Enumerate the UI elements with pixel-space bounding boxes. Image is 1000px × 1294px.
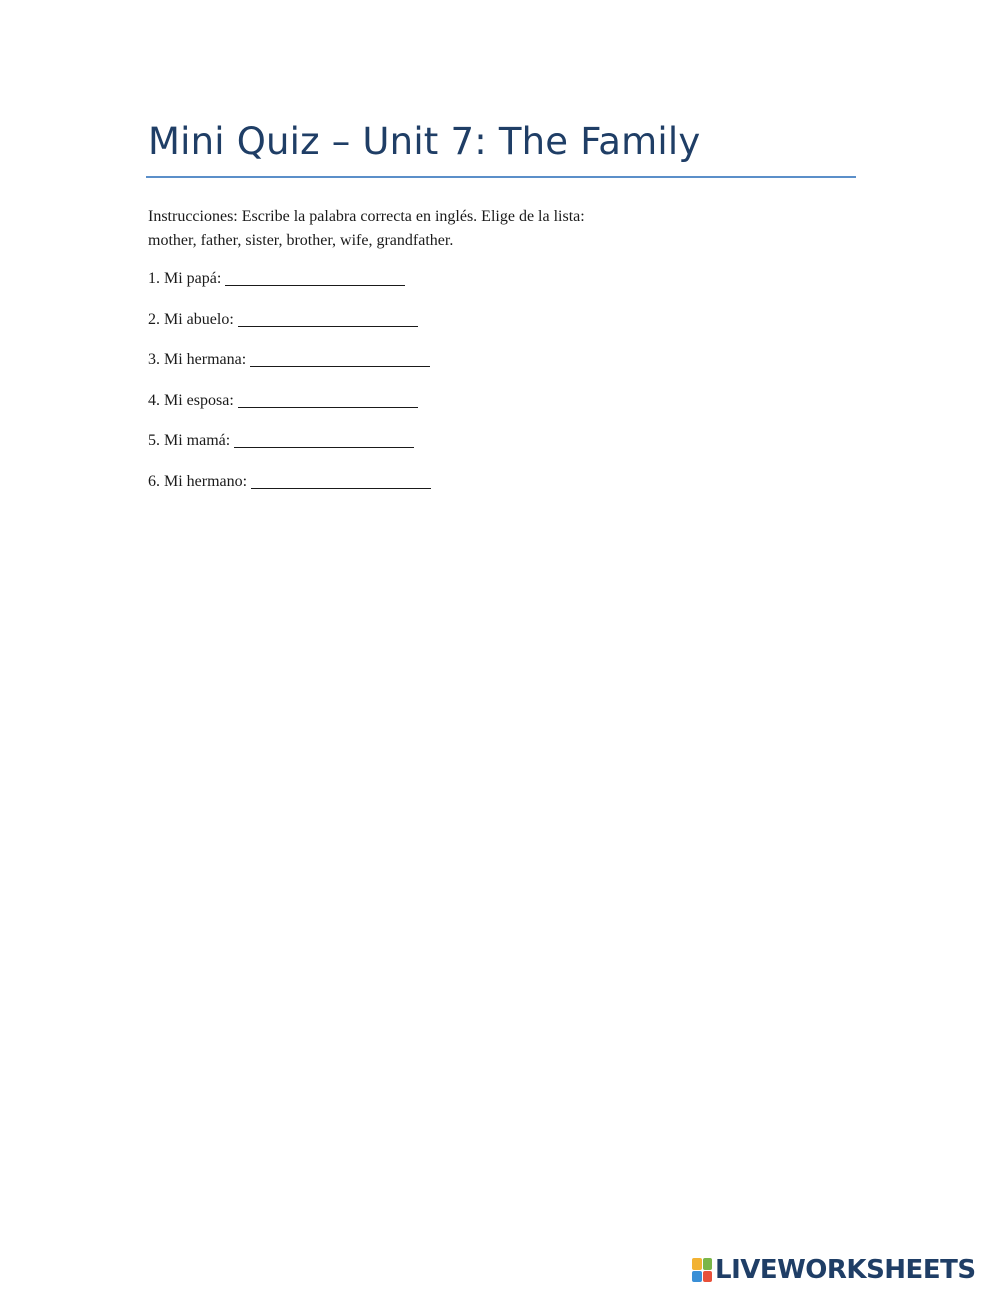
question-item [148, 430, 431, 471]
liveworksheets-logo-icon [692, 1258, 712, 1282]
answer-blank[interactable] [251, 471, 431, 489]
question-label: 4. Mi esposa: [148, 391, 234, 409]
question-label: 1. Mi papá: [148, 270, 222, 287]
question-item [148, 268, 431, 309]
question-list [148, 268, 431, 511]
title-divider [146, 176, 856, 178]
question-item [148, 471, 431, 512]
question-item [148, 349, 431, 390]
logo-tile [703, 1271, 713, 1283]
answer-blank[interactable] [225, 268, 405, 286]
question-label: 2. Mi abuelo: [148, 310, 234, 328]
question-label: 6. Mi hermano: [148, 472, 248, 490]
question-item [148, 309, 431, 350]
logo-tile [703, 1258, 713, 1270]
logo-tile [692, 1271, 702, 1283]
logo-tile [692, 1258, 702, 1270]
brand-name: LIVEWORKSHEETS [715, 1255, 976, 1285]
question-label: 3. Mi hermana: [148, 351, 247, 368]
answer-blank[interactable] [234, 430, 414, 448]
answer-blank[interactable] [238, 390, 418, 408]
liveworksheets-logo [692, 1256, 976, 1284]
question-label: 5. Mi mamá: [148, 432, 231, 449]
instructions [148, 205, 748, 253]
answer-blank[interactable] [238, 309, 418, 327]
page-title: Mini Quiz – Unit 7: The Family [148, 120, 701, 163]
question-item [148, 390, 431, 431]
instructions-line-1: Instrucciones: Escribe la palabra correcta en inglés. Elige de la lista: [148, 208, 585, 225]
instructions-line-2: mother, father, sister, brother, wife, grandfather. [148, 232, 454, 249]
answer-blank[interactable] [250, 349, 430, 367]
